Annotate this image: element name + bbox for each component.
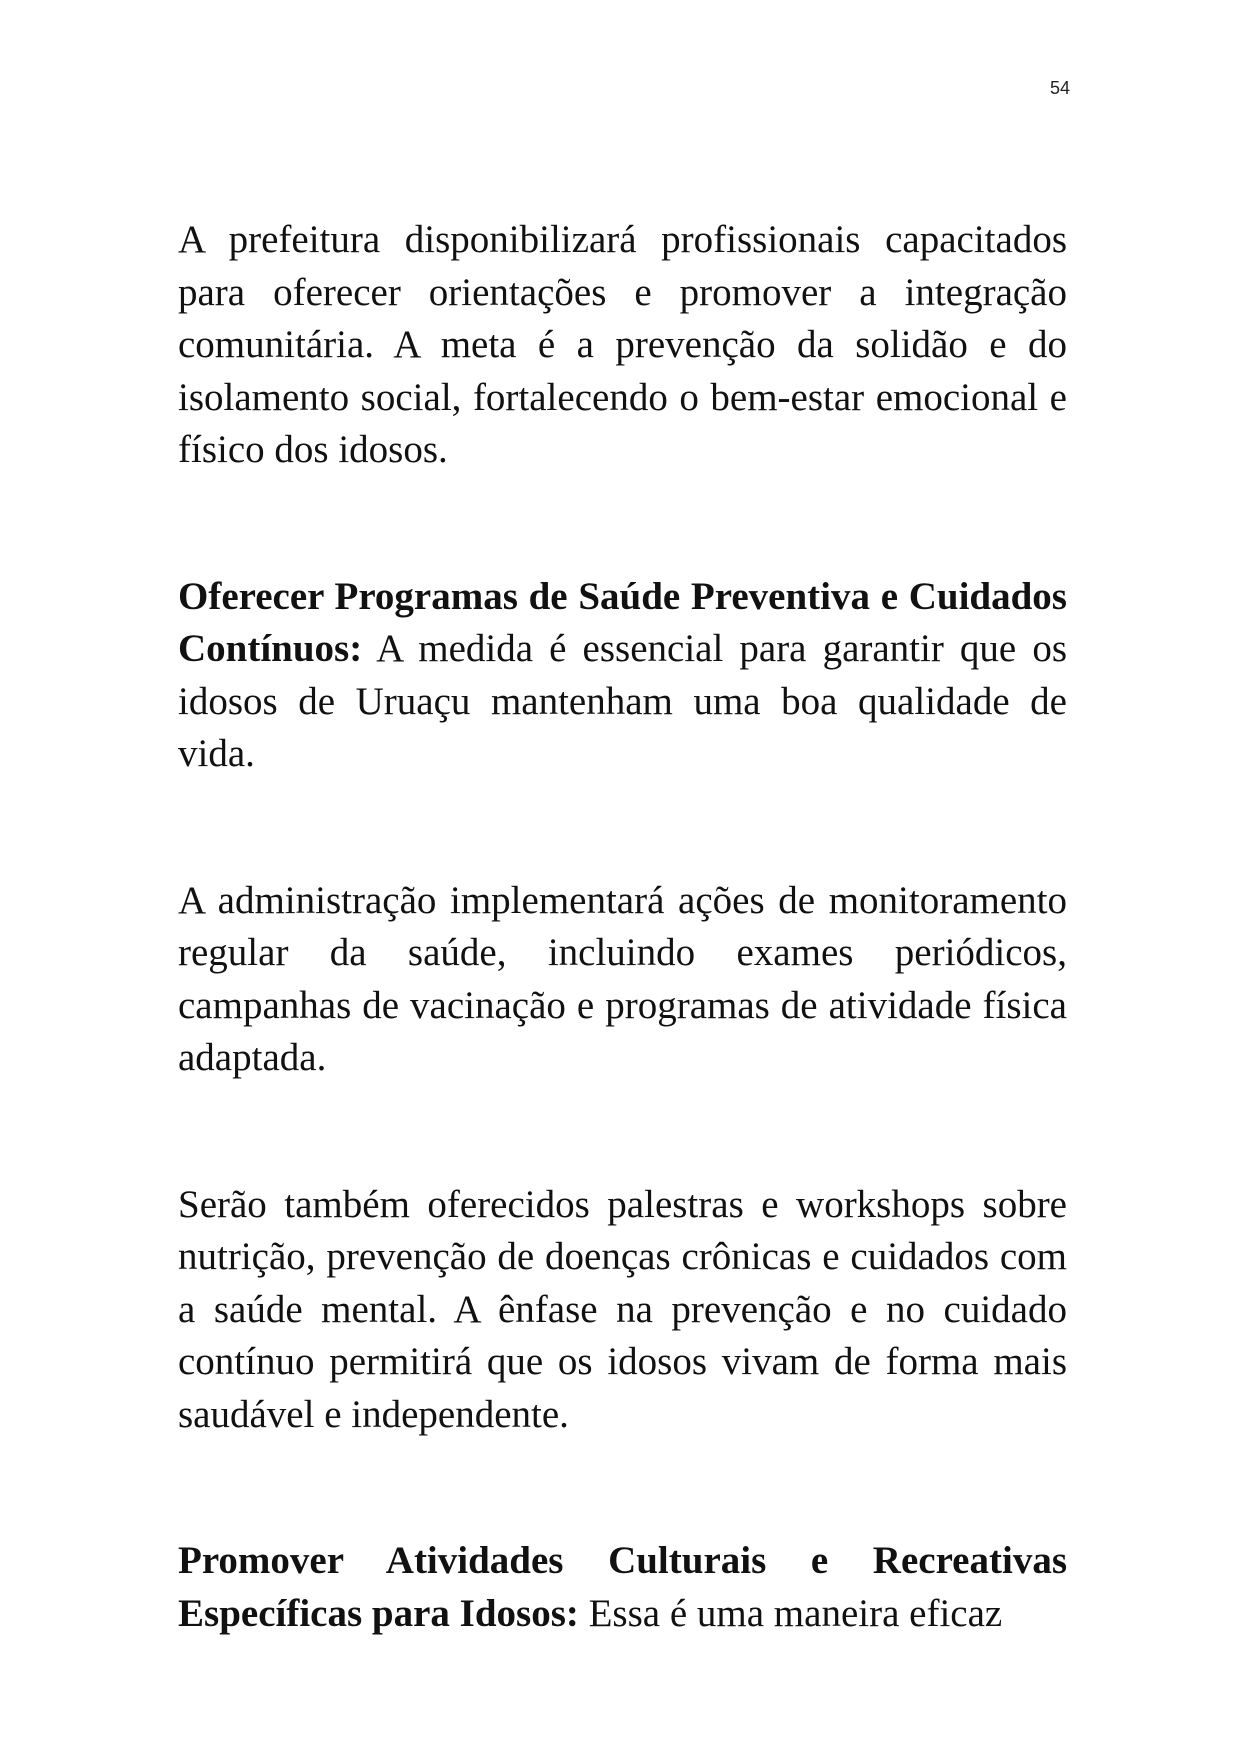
page-number: 54 [1049, 78, 1070, 98]
paragraph-text: A administração implementará ações de monitoramento regular da saúde, incluindo exames periódicos, campanhas de vacinação e programas de atividade física adaptada. [178, 878, 1067, 1079]
paragraph-text: A medida é essencial para garantir que os idosos de Uruaçu mantenham uma boa qualidade de vida. [178, 627, 1067, 775]
paragraph-heading: Oferecer Programas de Saúde Preventiva e Cuidados Contínuos: [178, 574, 1067, 670]
paragraph-text: Essa é uma maneira eficaz [578, 1591, 1003, 1635]
paragraph-monitoramento [178, 875, 1067, 1085]
paragraph-palestras [178, 1179, 1067, 1442]
paragraph-saude-preventiva [178, 571, 1067, 781]
paragraph-text: Serão também oferecidos palestras e workshops sobre nutrição, prevenção de doenças crônicas e cuidados com a saúde mental. A ênfase na prevenção e no cuidado contínuo permitirá que os idosos vivam de forma mais saudável e independente. [178, 1182, 1067, 1436]
paragraph-text: A prefeitura disponibilizará profissionais capacitados para oferecer orientações e promover a integração comunitária. A meta é a prevenção da solidão e do isolamento social, fortalecendo o bem-estar emocional e físico dos idosos. [178, 218, 1067, 471]
page-content [178, 214, 1067, 1640]
paragraph-profissionais [178, 214, 1067, 477]
paragraph-heading: Promover Atividades Culturais e Recreativas Específicas para Idosos: [178, 1539, 1067, 1635]
paragraph-atividades-culturais [178, 1535, 1067, 1640]
